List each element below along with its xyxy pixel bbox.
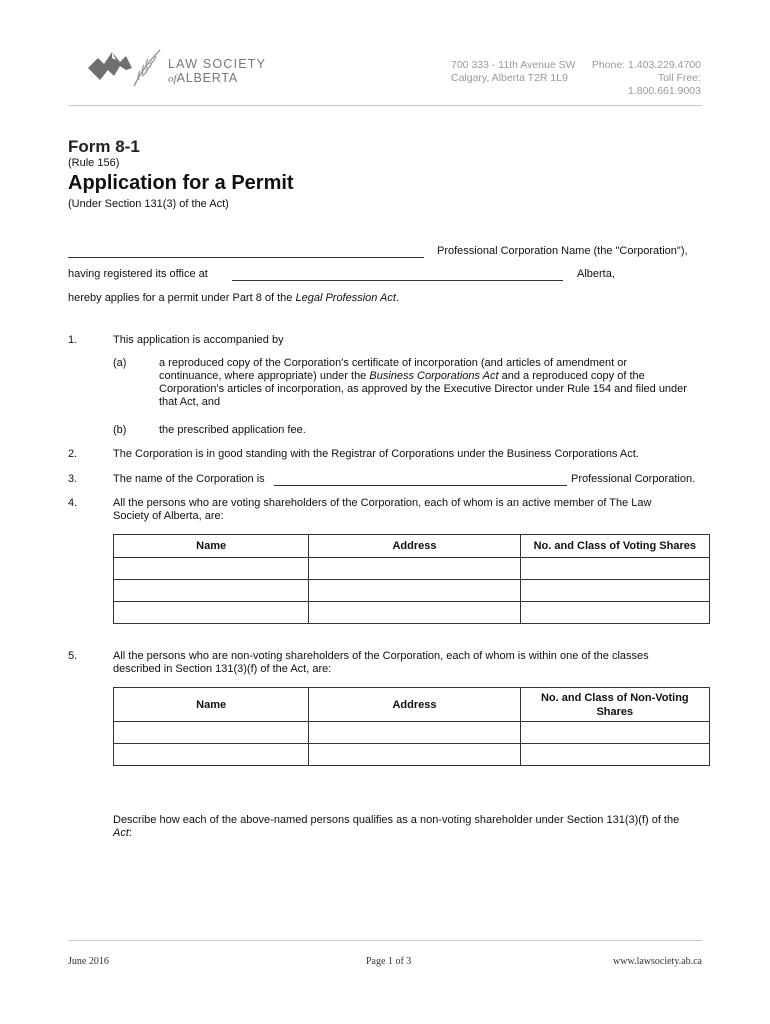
toll-free-number: Toll Free: 1.800.661.9003 xyxy=(628,72,701,97)
col-shares-header-line-1: No. and Class of Non-Voting xyxy=(540,691,689,704)
item-4-line-2: Society of Alberta, are: xyxy=(113,510,224,522)
applies-suffix: . xyxy=(395,292,400,304)
table-header-row xyxy=(114,535,710,558)
col-shares-header-line-2: Shares xyxy=(596,705,634,718)
item-number-1: 1. xyxy=(68,334,78,346)
footer-date: June 2016 xyxy=(68,956,109,967)
name-cell[interactable] xyxy=(114,602,309,624)
alberta-label: Alberta, xyxy=(577,268,615,280)
logo-line-2 xyxy=(168,71,238,85)
non-voting-shareholders-table xyxy=(113,687,710,766)
shares-cell[interactable] xyxy=(520,602,709,624)
registered-office-field[interactable] xyxy=(232,280,563,281)
shares-cell[interactable] xyxy=(520,558,709,580)
form-number: Form 8-1 xyxy=(68,137,140,156)
item-1a-line-2-a: continuance, where appropriate) under the xyxy=(159,370,370,382)
name-cell[interactable] xyxy=(114,744,309,766)
describe-act: Act xyxy=(113,827,129,839)
page-subtitle: (Under Section 131(3) of the Act) xyxy=(68,198,229,210)
address-cell[interactable] xyxy=(309,602,520,624)
corporation-name-field[interactable] xyxy=(68,257,424,258)
item-1a-line-3: Corporation's articles of incorporation, as approved by the Executive Director under Rule 154 and filed under xyxy=(159,383,687,395)
name-cell[interactable] xyxy=(114,558,309,580)
corporation-name-field-2[interactable] xyxy=(274,485,567,486)
item-3-suffix: Professional Corporation. xyxy=(571,473,696,485)
shares-cell[interactable] xyxy=(520,580,709,602)
corporation-name-label: Professional Corporation Name (the "Corporation"), xyxy=(437,245,688,257)
col-shares-header xyxy=(520,688,709,722)
law-society-logo-icon xyxy=(86,46,164,90)
address-cell[interactable] xyxy=(309,744,520,766)
footer-divider xyxy=(68,940,702,941)
item-1b-text: the prescribed application fee. xyxy=(159,424,306,436)
address-cell[interactable] xyxy=(309,558,520,580)
applies-act: Legal Profession Act xyxy=(295,292,396,304)
col-address-header: Address xyxy=(309,535,520,558)
item-2-text: The Corporation is in good standing with the Registrar of Corporations under the Business Corporations Act. xyxy=(113,448,639,460)
table-row xyxy=(114,722,710,744)
describe-qualification-field[interactable] xyxy=(113,852,710,922)
address-line-2: Calgary, Alberta T2R 1L9 xyxy=(451,72,568,84)
item-1a-text xyxy=(159,357,719,409)
item-4-text xyxy=(113,497,651,523)
header-divider xyxy=(68,105,702,106)
phone-number: Phone: 1.403.229.4700 xyxy=(591,59,701,71)
item-5-line-2: described in Section 131(3)(f) of the Act, are: xyxy=(113,663,332,675)
describe-suffix: : xyxy=(128,827,132,839)
item-3-prefix: The name of the Corporation is xyxy=(113,473,265,485)
item-number-5: 5. xyxy=(68,650,78,662)
item-4-line-1: All the persons who are voting shareholders of the Corporation, each of whom is an active member of The Law xyxy=(113,497,652,509)
col-shares-header: No. and Class of Voting Shares xyxy=(520,535,709,558)
item-1a-line-1: a reproduced copy of the Corporation's certificate of incorporation (and articles of amendment or xyxy=(159,357,628,369)
describe-line-1: Describe how each of the above-named persons qualifies as a non-voting shareholder under Section 131(3)(f) of the xyxy=(113,814,680,826)
shares-cell[interactable] xyxy=(520,744,709,766)
logo-line-1: LAW SOCIETY xyxy=(168,57,267,71)
item-1a-line-4: that Act, and xyxy=(159,396,221,408)
address-line-1: 700 333 - 11th Avenue SW xyxy=(451,59,576,71)
page-title: Application for a Permit xyxy=(68,172,294,194)
address-cell[interactable] xyxy=(309,722,520,744)
address-block xyxy=(451,59,576,85)
item-1a-line-2 xyxy=(159,370,719,383)
item-5-line-1: All the persons who are non-voting shareholders of the Corporation, each of whom is within one of the classes xyxy=(113,650,649,662)
item-1-text: This application is accompanied by xyxy=(113,334,284,346)
describe-qualification-text xyxy=(113,814,713,840)
name-cell[interactable] xyxy=(114,580,309,602)
describe-line-2 xyxy=(113,827,713,840)
item-1a-label: (a) xyxy=(113,357,127,369)
col-name-header: Name xyxy=(114,535,309,558)
item-1b-label: (b) xyxy=(113,424,127,436)
table-row xyxy=(114,602,710,624)
contact-block xyxy=(587,59,701,98)
logo-of: of xyxy=(168,73,177,85)
item-1a-line-2-b: and a reproduced copy of the xyxy=(498,370,645,382)
footer-page-number: Page 1 of 3 xyxy=(366,956,412,967)
footer-website: www.lawsociety.ab.ca xyxy=(613,956,702,967)
registered-office-label: having registered its office at xyxy=(68,268,208,280)
voting-shareholders-table xyxy=(113,534,710,624)
col-name-header: Name xyxy=(114,688,309,722)
applies-statement xyxy=(68,292,399,305)
col-address-header: Address xyxy=(309,688,520,722)
table-header-row xyxy=(114,688,710,722)
item-number-3: 3. xyxy=(68,473,78,485)
item-number-4: 4. xyxy=(68,497,78,509)
address-cell[interactable] xyxy=(309,580,520,602)
applies-prefix: hereby applies for a permit under Part 8 of the xyxy=(68,292,296,304)
table-row xyxy=(114,744,710,766)
rule-reference: (Rule 156) xyxy=(68,157,120,169)
item-number-2: 2. xyxy=(68,448,78,460)
table-row xyxy=(114,558,710,580)
item-1a-act: Business Corporations Act xyxy=(369,370,499,382)
item-5-text xyxy=(113,650,649,676)
table-row xyxy=(114,580,710,602)
logo-alberta: ALBERTA xyxy=(176,71,238,85)
name-cell[interactable] xyxy=(114,722,309,744)
shares-cell[interactable] xyxy=(520,722,709,744)
